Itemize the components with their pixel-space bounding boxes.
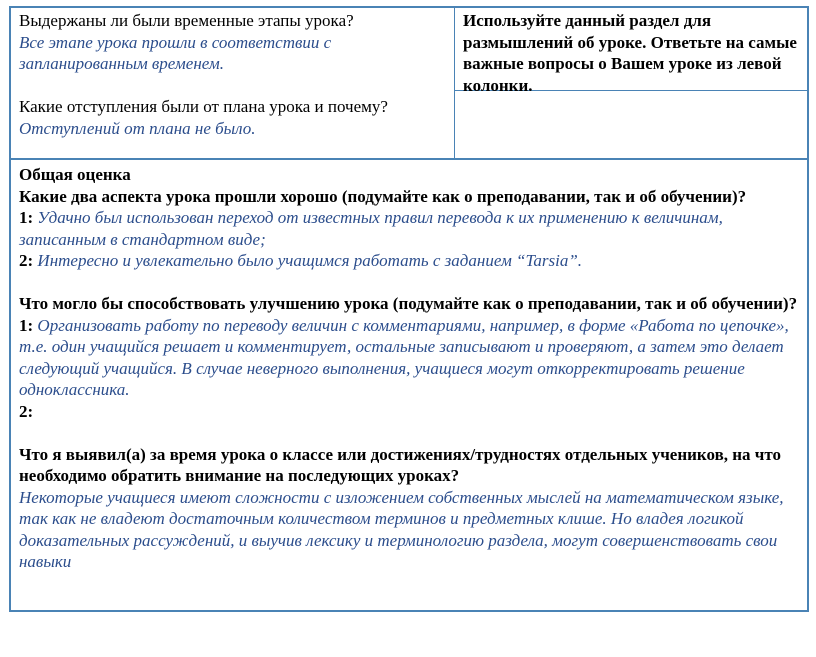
class-insights-answer: Некоторые учащиеся имеют сложности с изложением собственных мыслей на математическом языке, так как не владеют достаточным количеством терминов и предметных клише. Но владея логикой доказательных рассуждений, и выучив лексику и терминологию раздела, могут совершенствовать свои навыки	[19, 487, 784, 571]
improvement-item-1	[19, 315, 805, 401]
went-well-item-1	[19, 207, 805, 250]
item-number: 2:	[19, 251, 34, 270]
spacer	[19, 422, 805, 444]
went-well-question: Какие два аспекта урока прошли хорошо (подумайте как о преподавании, так и об обучении)?	[19, 186, 747, 206]
reflection-instructions: Используйте данный раздел для размышлений об уроке. Ответьте на самые важные вопросы о Вашем уроке из левой колонки.	[463, 11, 797, 95]
reflection-table	[9, 6, 809, 612]
item-text: Интересно и увлекательно было учащимся работать с заданием “Tarsia”.	[37, 251, 583, 270]
item-text: Организовать работу по переводу величин с комментариями, например, в форме «Работа по цепочке», т.е. один учащийся решает и комментирует, остальные записывают и проверяют, а затем это делает следующий учащийся. В случае неверного выполнения, учащиеся могут откорректировать решение одноклассника.	[19, 315, 789, 399]
went-well-item-2	[19, 250, 805, 272]
overall-assessment-heading: Общая оценка	[19, 165, 131, 184]
row-divider	[11, 158, 807, 160]
item-text: Удачно был использован переход от известных правил перевода к их применению к величинам, записанным в стандартном виде;	[19, 208, 723, 249]
timing-answer: Все этапе урока прошли в соответствии с запланированным временем.	[19, 32, 332, 73]
spacer	[19, 272, 805, 294]
bottom-cell	[19, 164, 805, 573]
improvement-item-2: 2:	[19, 401, 34, 421]
item-number: 1:	[19, 315, 34, 335]
improvement-question: Что могло бы способствовать улучшению урока (подумайте как о преподавании, так и об обучении)?	[19, 294, 798, 313]
deviation-question: Какие отступления были от плана урока и почему?	[19, 97, 388, 116]
deviation-answer: Отступлений от плана не было.	[19, 118, 256, 138]
item-number: 1:	[19, 208, 34, 227]
class-insights-question: Что я выявил(а) за время урока о классе или достижениях/трудностях отдельных учеников, на что необходимо обратить внимание на последующих уроках?	[19, 444, 782, 485]
left-cell	[19, 10, 451, 139]
right-cell	[463, 10, 805, 96]
timing-question: Выдержаны ли были временные этапы урока?	[19, 11, 354, 30]
spacer	[19, 75, 451, 97]
column-divider	[454, 8, 455, 158]
